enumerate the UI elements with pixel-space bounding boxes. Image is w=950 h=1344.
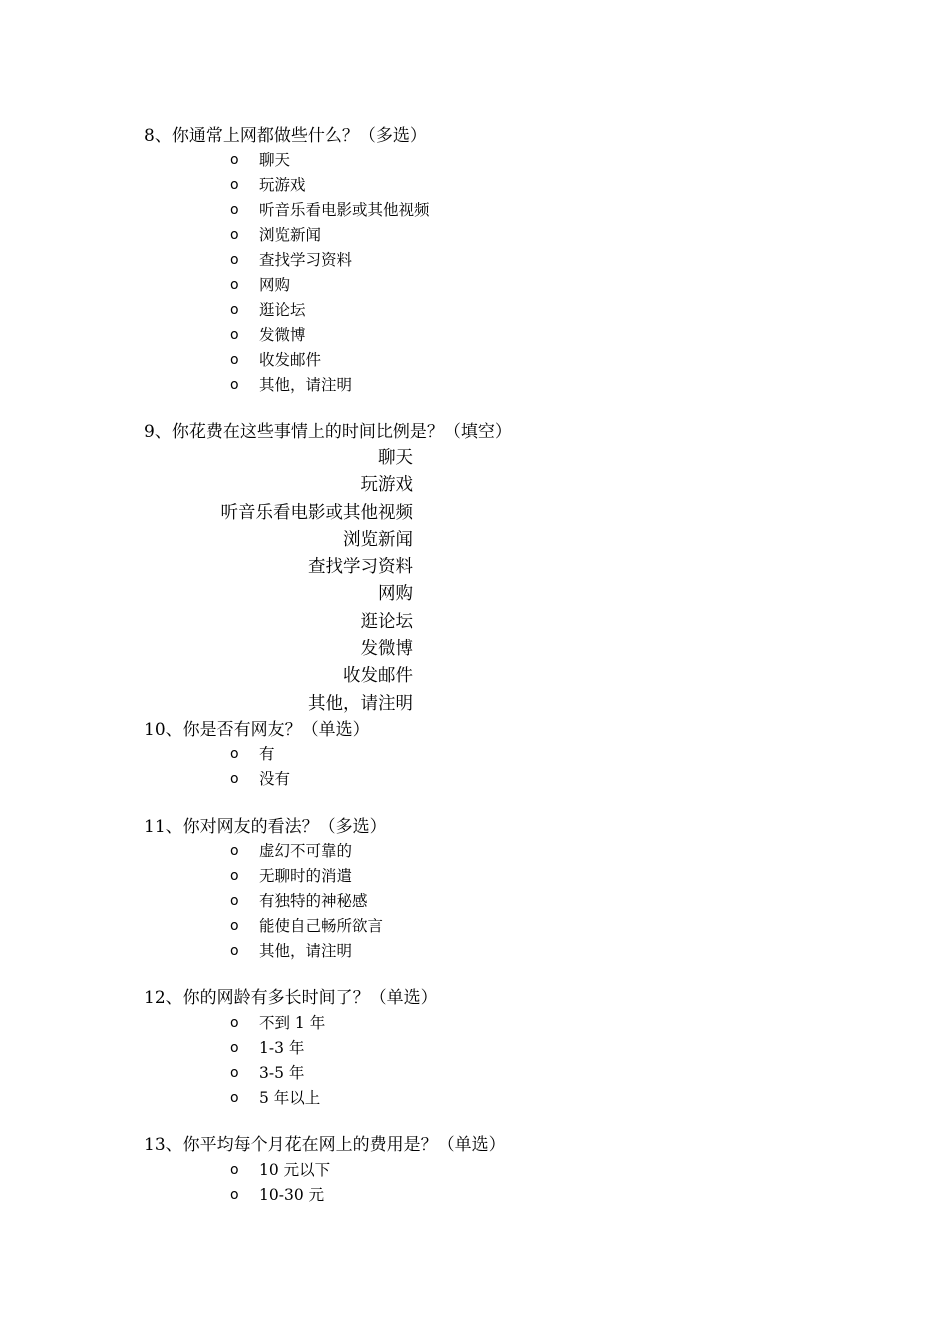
option-label: 发微博 <box>259 326 306 344</box>
option-label: 虚幻不可靠的 <box>259 842 353 860</box>
question-12-options <box>0 1011 950 1111</box>
option-item[interactable] <box>0 198 950 223</box>
fill-item: 聊天 <box>378 448 413 468</box>
bullet-marker: o <box>230 1040 239 1056</box>
option-label: 网购 <box>259 276 291 294</box>
option-item[interactable] <box>0 1011 950 1036</box>
bullet-marker: o <box>230 377 239 393</box>
option-label: 玩游戏 <box>259 176 306 194</box>
bullet-marker: o <box>230 1090 239 1106</box>
bullet-marker: o <box>230 918 239 934</box>
option-item[interactable] <box>0 148 950 173</box>
bullet-marker: o <box>230 252 239 268</box>
option-label: 1-3 年 <box>259 1039 305 1057</box>
option-item[interactable] <box>0 273 950 298</box>
fill-item: 浏览新闻 <box>343 529 413 550</box>
option-label: 能使自己畅所欲言 <box>259 917 384 935</box>
option-label: 聊天 <box>259 151 291 169</box>
option-label: 浏览新闻 <box>259 226 322 244</box>
bullet-marker: o <box>230 868 239 884</box>
option-item[interactable] <box>0 348 950 373</box>
fill-item: 听音乐看电影或其他视频 <box>220 502 413 523</box>
fill-item: 玩游戏 <box>360 475 413 496</box>
question-12-title: 12、你的网龄有多长时间了？（单选） <box>144 988 438 1008</box>
option-label: 不到 1 年 <box>259 1014 326 1032</box>
option-label: 查找学习资料 <box>259 251 353 269</box>
option-item[interactable] <box>0 1158 950 1183</box>
fill-item: 逛论坛 <box>360 611 413 632</box>
bullet-marker: o <box>230 177 239 193</box>
option-item[interactable] <box>0 742 950 767</box>
question-8-options <box>0 148 950 398</box>
question-10-title: 10、你是否有网友？（单选） <box>144 720 370 740</box>
option-item[interactable] <box>0 1086 950 1111</box>
option-item[interactable] <box>0 173 950 198</box>
bullet-marker: o <box>230 152 239 168</box>
bullet-marker: o <box>230 771 239 787</box>
option-label: 听音乐看电影或其他视频 <box>259 201 430 219</box>
option-item[interactable] <box>0 223 950 248</box>
question-11-title: 11、你对网友的看法？（多选） <box>144 817 387 837</box>
bullet-marker: o <box>230 746 239 762</box>
bullet-marker: o <box>230 277 239 293</box>
option-item[interactable] <box>0 248 950 273</box>
option-label: 3-5 年 <box>259 1064 305 1082</box>
option-label: 10-30 元 <box>259 1186 325 1204</box>
question-11-options <box>0 839 950 964</box>
option-label: 无聊时的消遣 <box>259 867 353 885</box>
question-9-title: 9、你花费在这些事情上的时间比例是？（填空） <box>144 422 512 442</box>
option-item[interactable] <box>0 1061 950 1086</box>
bullet-marker: o <box>230 843 239 859</box>
question-13-title: 13、你平均每个月花在网上的费用是？（单选） <box>144 1135 506 1155</box>
question-10-options <box>0 742 950 792</box>
fill-item: 其他，请注明 <box>308 693 413 714</box>
option-label: 5 年以上 <box>259 1089 321 1107</box>
option-item[interactable] <box>0 864 950 889</box>
option-item[interactable] <box>0 939 950 964</box>
option-item[interactable] <box>0 839 950 864</box>
option-item[interactable] <box>0 1036 950 1061</box>
option-item[interactable] <box>0 767 950 792</box>
question-13-options <box>0 1158 950 1208</box>
bullet-marker: o <box>230 943 239 959</box>
bullet-marker: o <box>230 302 239 318</box>
fill-item: 网购 <box>378 584 413 605</box>
option-label: 有独特的神秘感 <box>259 892 368 910</box>
option-item[interactable] <box>0 889 950 914</box>
option-label: 逛论坛 <box>259 301 306 319</box>
bullet-marker: o <box>230 1015 239 1031</box>
fill-item: 收发邮件 <box>343 666 413 687</box>
bullet-marker: o <box>230 202 239 218</box>
option-label: 没有 <box>259 770 291 788</box>
option-item[interactable] <box>0 323 950 348</box>
question-8-title: 8、你通常上网都做些什么？（多选） <box>144 126 427 146</box>
option-item[interactable] <box>0 1183 950 1208</box>
fill-item: 查找学习资料 <box>308 557 413 578</box>
bullet-marker: o <box>230 1065 239 1081</box>
option-item[interactable] <box>0 298 950 323</box>
bullet-marker: o <box>230 327 239 343</box>
option-label: 其他，请注明 <box>259 376 353 394</box>
option-label: 收发邮件 <box>259 351 322 369</box>
option-item[interactable] <box>0 373 950 398</box>
bullet-marker: o <box>230 352 239 368</box>
fill-item: 发微博 <box>360 639 413 660</box>
question-9-fill-items <box>0 445 413 718</box>
bullet-marker: o <box>230 1187 239 1203</box>
bullet-marker: o <box>230 893 239 909</box>
option-label: 其他，请注明 <box>259 942 353 960</box>
option-label: 10 元以下 <box>259 1161 331 1179</box>
bullet-marker: o <box>230 227 239 243</box>
option-label: 有 <box>259 745 275 763</box>
bullet-marker: o <box>230 1162 239 1178</box>
option-item[interactable] <box>0 914 950 939</box>
